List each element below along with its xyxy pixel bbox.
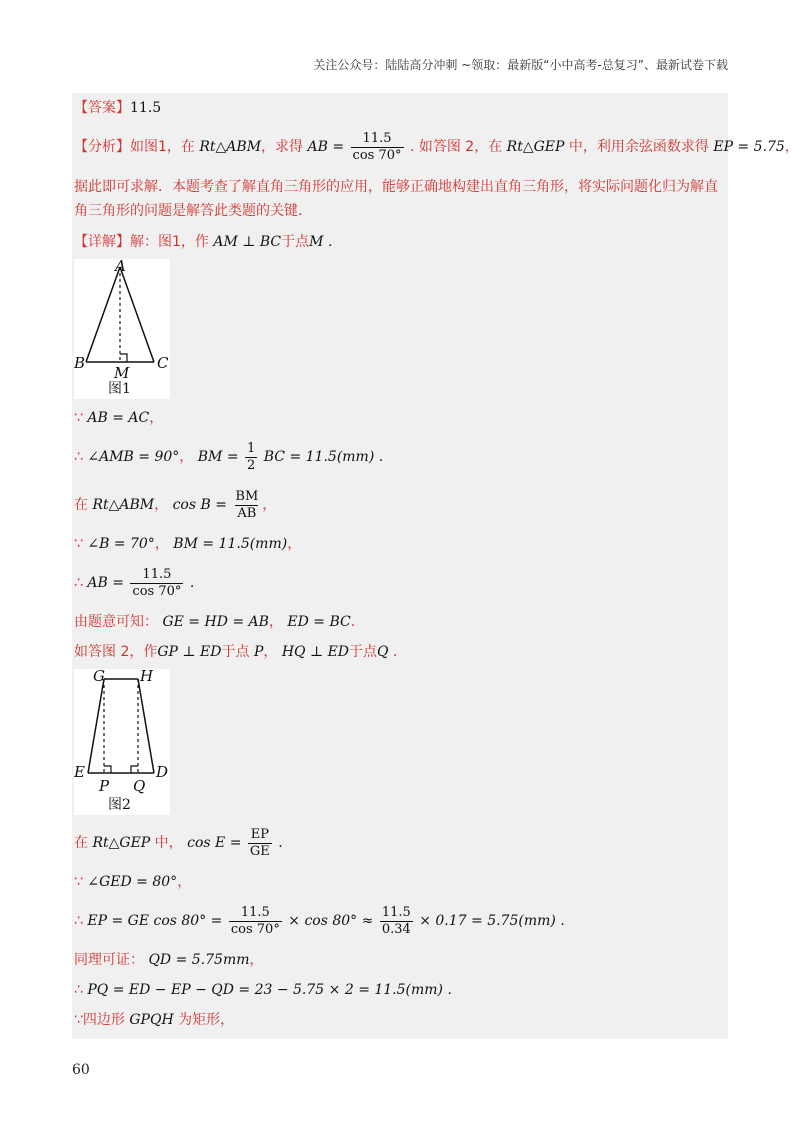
fig2-label-p: P bbox=[99, 777, 110, 795]
fraction-numerator: 11.5 bbox=[142, 566, 172, 582]
analysis-fraction bbox=[351, 131, 404, 164]
detail-line bbox=[72, 227, 728, 257]
solution-block bbox=[72, 93, 799, 1039]
analysis-line-1 bbox=[72, 123, 799, 171]
step-7-expr-b: HQ ⊥ ED bbox=[281, 644, 350, 660]
fraction-numerator: 11.5 bbox=[381, 904, 411, 920]
step-8-end: . bbox=[278, 835, 283, 851]
therefore-symbol: ∴ bbox=[74, 913, 83, 929]
fig1-edge-ab bbox=[86, 267, 120, 362]
step-4-expr-b: BM = 11.5(mm) bbox=[173, 536, 288, 552]
fig2-label-d: D bbox=[156, 763, 169, 781]
fraction-numerator: 11.5 bbox=[240, 904, 270, 920]
page-number: 60 bbox=[72, 1062, 90, 1078]
step-2-expr-b: BM = bbox=[197, 449, 239, 465]
analysis-tag: 【分析】 bbox=[74, 139, 130, 155]
detail-m: M bbox=[309, 234, 324, 250]
step-3-end: ， bbox=[262, 497, 277, 513]
fraction-denominator: cos 70° bbox=[132, 583, 182, 599]
analysis-text-c: . 如答图 2，在 bbox=[409, 139, 503, 155]
fraction-numerator: 1 bbox=[247, 440, 256, 456]
because-symbol: ∵ bbox=[74, 874, 83, 890]
fig1-edge-ac bbox=[120, 267, 154, 362]
step-6-expr-a: GE = HD = AB bbox=[162, 614, 269, 630]
step-3 bbox=[72, 481, 728, 529]
step-7 bbox=[72, 637, 728, 667]
fig2-edge-ge bbox=[88, 679, 104, 773]
step-3-fraction bbox=[233, 489, 260, 522]
analysis-text-e: ， bbox=[784, 139, 799, 155]
step-5-fraction bbox=[130, 567, 183, 600]
fig1-label-b: B bbox=[74, 354, 86, 372]
fraction-denominator: AB bbox=[237, 505, 257, 521]
step-6-end: ． bbox=[350, 614, 365, 630]
analysis-ab-eq: AB = bbox=[307, 139, 345, 155]
analysis-text-d: 中，利用余弦函数求得 bbox=[568, 139, 709, 155]
therefore-symbol: ∴ bbox=[74, 575, 83, 591]
fig1-label-m: M bbox=[114, 364, 130, 382]
step-2-expr-a: ∠AMB = 90° bbox=[87, 449, 180, 465]
fig2-label-g: G bbox=[93, 669, 105, 685]
step-6-sep: ， bbox=[268, 614, 283, 630]
step-4-expr-a: ∠B = 70° bbox=[87, 536, 155, 552]
fig1-right-angle-mark bbox=[120, 354, 127, 362]
step-13 bbox=[72, 1005, 728, 1035]
step-2-sep: ， bbox=[179, 449, 194, 465]
fraction-denominator: GE bbox=[249, 843, 270, 859]
analysis-text-a: 如图1，在 bbox=[130, 139, 195, 155]
analysis-rt-gep: Rt△GEP bbox=[506, 139, 565, 155]
step-7-mid2: 于点 bbox=[349, 644, 378, 660]
fig2-label-e: E bbox=[74, 763, 85, 781]
step-7-mid: 于点 bbox=[221, 644, 250, 660]
step-12 bbox=[72, 975, 728, 1005]
answer-tag: 【答案】 bbox=[74, 100, 130, 116]
detail-end: . bbox=[327, 234, 333, 250]
step-10-expr-a: EP = GE cos 80° = bbox=[87, 913, 223, 929]
fig2-edge-hd bbox=[138, 679, 154, 773]
step-7-sep: ， bbox=[263, 644, 278, 660]
step-9-end: ， bbox=[177, 874, 192, 890]
step-11-end: ， bbox=[249, 952, 264, 968]
fraction-denominator: 0.34 bbox=[381, 921, 411, 937]
step-7-q: Q bbox=[377, 644, 389, 660]
therefore-symbol: ∴ bbox=[74, 982, 83, 998]
fig1-label-a: A bbox=[115, 259, 126, 275]
fig1-caption: 图1 bbox=[108, 381, 131, 397]
step-1 bbox=[72, 403, 728, 433]
step-1-expr: AB = AC bbox=[87, 410, 150, 426]
step-10 bbox=[72, 897, 728, 945]
step-5 bbox=[72, 559, 728, 607]
step-4-sep: ， bbox=[154, 536, 169, 552]
figure-1 bbox=[74, 259, 170, 399]
step-13-c: 为矩形， bbox=[178, 1012, 235, 1028]
step-6 bbox=[72, 607, 728, 637]
step-11 bbox=[72, 945, 728, 975]
step-8-mid: 中， bbox=[154, 835, 183, 851]
because-symbol: ∵ bbox=[74, 536, 83, 552]
step-7-pre: 如答图 2，作 bbox=[74, 644, 158, 660]
step-3-sep: ， bbox=[154, 497, 169, 513]
step-9-expr: ∠GED = 80° bbox=[87, 874, 178, 890]
step-3-cos: cos B = bbox=[172, 497, 227, 513]
step-10-expr-c: × 0.17 = 5.75(mm) bbox=[419, 913, 556, 929]
step-5-end: . bbox=[189, 575, 195, 591]
fraction-denominator: cos 70° bbox=[230, 921, 280, 937]
analysis-text-b: ，求得 bbox=[261, 139, 304, 155]
step-8 bbox=[72, 819, 728, 867]
page-header: 关注公众号：陆陆高分冲刺 ~领取：最新版“小中高考-总复习”、最新试卷下载 bbox=[313, 58, 728, 72]
therefore-symbol: ∴ bbox=[74, 449, 83, 465]
analysis-paragraph: 据此即可求解．本题考查了解直角三角形的应用，能够正确地构建出直角三角形，将实际问题化归为解直角三角形的问题是解答此类题的关键． bbox=[74, 179, 718, 219]
step-7-expr-a: GP ⊥ ED bbox=[157, 644, 222, 660]
step-7-end: ． bbox=[392, 644, 407, 660]
fraction-denominator: cos 70° bbox=[352, 147, 402, 163]
step-13-a: 四边形 bbox=[82, 1012, 125, 1028]
answer-line bbox=[72, 93, 728, 123]
analysis-rt-abm: Rt△ABM bbox=[199, 139, 262, 155]
detail-tag: 【详解】 bbox=[74, 234, 130, 250]
step-7-p: P bbox=[253, 644, 264, 660]
fraction-numerator: EP bbox=[250, 826, 269, 842]
step-11-pre: 同理可证： bbox=[74, 952, 144, 968]
because-symbol: ∵ bbox=[74, 410, 83, 426]
analysis-ep-eq: EP = 5.75 bbox=[713, 139, 785, 155]
fig2-caption: 图2 bbox=[108, 797, 131, 813]
step-6-pre: 由题意可知： bbox=[74, 614, 158, 630]
fig2-right-angle-p bbox=[104, 766, 111, 773]
step-4-end: ， bbox=[287, 536, 302, 552]
because-symbol: ∵ bbox=[74, 1012, 83, 1028]
fig2-label-h: H bbox=[140, 669, 154, 685]
step-8-rt: Rt△GEP bbox=[92, 835, 151, 851]
step-12-end: . bbox=[447, 982, 452, 998]
step-3-pre: 在 bbox=[74, 497, 88, 513]
answer-value: 11.5 bbox=[130, 100, 162, 116]
detail-intro: 解：图1，作 bbox=[130, 234, 209, 250]
step-5-expr: AB = bbox=[87, 575, 124, 591]
step-9 bbox=[72, 867, 728, 897]
step-12-expr: PQ = ED − EP − QD = 23 − 5.75 × 2 = 11.5(mm) bbox=[87, 982, 444, 998]
fraction-denominator: 2 bbox=[247, 457, 256, 473]
step-2 bbox=[72, 433, 728, 481]
step-2-end: . bbox=[378, 449, 384, 465]
fraction-numerator: BM bbox=[235, 488, 259, 504]
detail-intro-b: 于点 bbox=[281, 234, 310, 250]
step-13-b: GPQH bbox=[129, 1012, 174, 1028]
fig2-right-angle-q bbox=[131, 766, 138, 773]
step-8-fraction bbox=[248, 827, 272, 860]
step-3-rt: Rt△ABM bbox=[92, 497, 155, 513]
step-8-cos: cos E = bbox=[187, 835, 242, 851]
fig1-label-c: C bbox=[157, 354, 169, 372]
step-2-expr-c: BC = 11.5(mm) bbox=[263, 449, 375, 465]
fig2-label-q: Q bbox=[133, 777, 146, 795]
step-8-pre: 在 bbox=[74, 835, 88, 851]
step-6-expr-b: ED = BC bbox=[287, 614, 351, 630]
step-10-expr-b: × cos 80° ≈ bbox=[288, 913, 374, 929]
step-11-expr: QD = 5.75mm bbox=[148, 952, 250, 968]
step-10-end: . bbox=[560, 913, 565, 929]
step-10-fraction-1 bbox=[229, 905, 282, 938]
step-2-fraction bbox=[245, 441, 257, 474]
fraction-numerator: 11.5 bbox=[362, 130, 392, 146]
figure-2 bbox=[74, 669, 170, 815]
step-10-fraction-2 bbox=[380, 905, 413, 938]
detail-am-bc: AM ⊥ BC bbox=[213, 234, 282, 250]
step-1-end: ， bbox=[149, 410, 164, 426]
step-4 bbox=[72, 529, 728, 559]
